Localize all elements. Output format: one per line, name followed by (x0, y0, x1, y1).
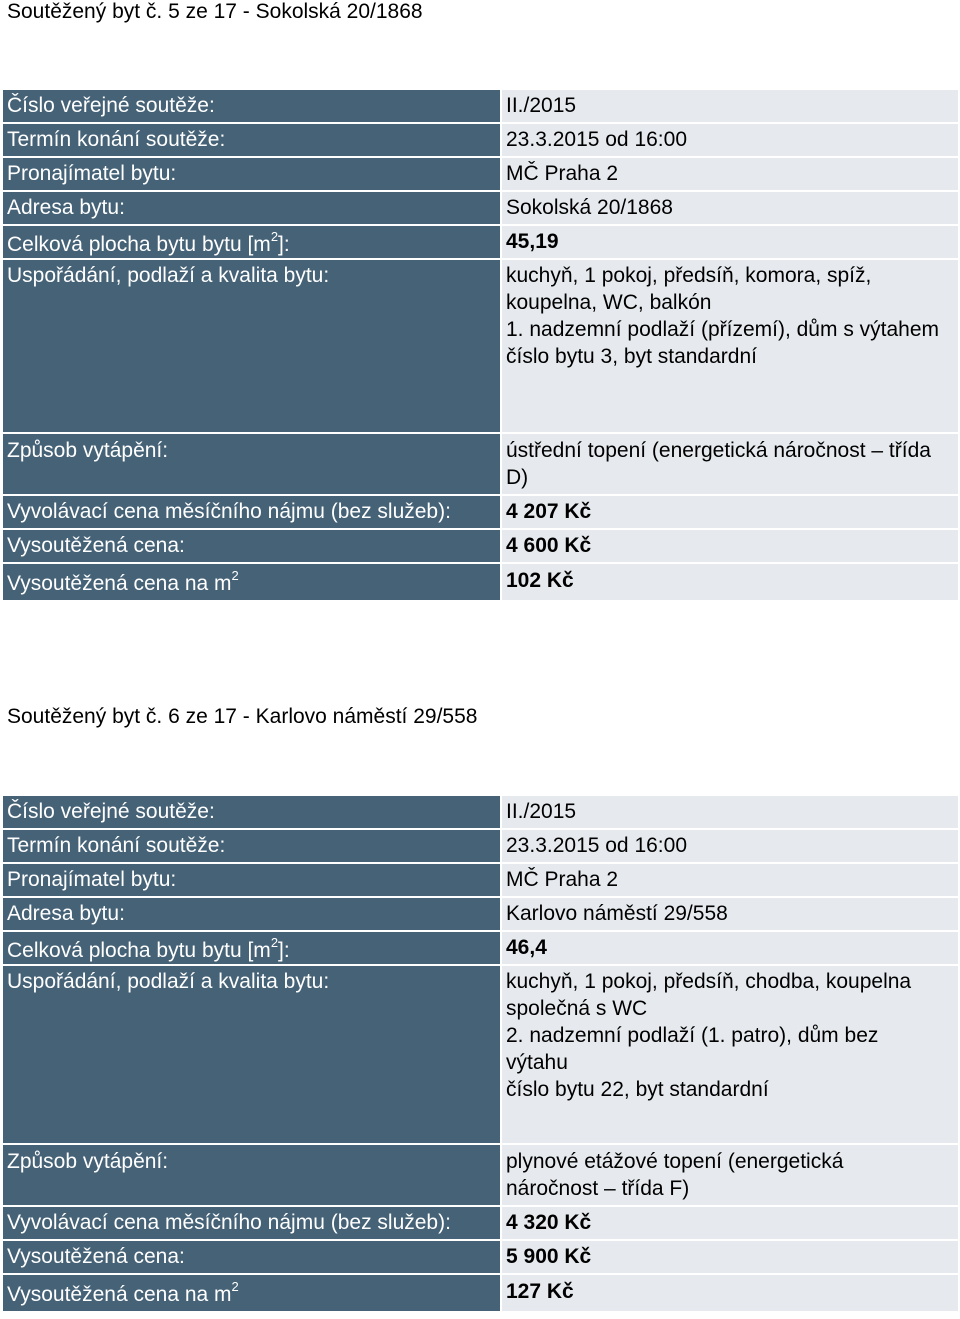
table-row (3, 260, 958, 432)
table-row (3, 966, 958, 1143)
field-value: ústřední topení (energetická náročnost – třída D) (502, 434, 958, 494)
field-label: Termín konání soutěže: (3, 830, 500, 862)
field-label: Vyvolávací cena měsíčního nájmu (bez služeb): (3, 496, 500, 528)
flat-title: Soutěžený byt č. 5 ze 17 - Sokolská 20/1868 (7, 0, 423, 23)
flat-details-table (3, 796, 958, 1313)
field-label: Uspořádání, podlaží a kvalita bytu: (3, 260, 500, 432)
field-label: Číslo veřejné soutěže: (3, 796, 500, 828)
field-value: kuchyň, 1 pokoj, předsíň, komora, spíž, koupelna, WC, balkón 1. nadzemní podlaží (přízemí), dům s výtahem číslo bytu 3, byt standardní (502, 260, 958, 432)
table-row (3, 530, 958, 562)
field-label: Termín konání soutěže: (3, 124, 500, 156)
table-row (3, 864, 958, 896)
field-value: Karlovo náměstí 29/558 (502, 898, 958, 930)
field-label: Vysoutěžená cena: (3, 530, 500, 562)
table-row (3, 1145, 958, 1205)
table-row (3, 124, 958, 156)
field-label: Celková plocha bytu bytu $[m^2]$: (3, 226, 500, 258)
table-row (3, 898, 958, 930)
flat-details-table (3, 90, 958, 602)
flat-title: Soutěžený byt č. 6 ze 17 - Karlovo náměstí 29/558 (7, 705, 478, 728)
table-row (3, 1275, 958, 1311)
field-label: Adresa bytu: (3, 898, 500, 930)
field-label: Pronajímatel bytu: (3, 864, 500, 896)
table-row (3, 192, 958, 224)
field-value: plynové etážové topení (energetická náročnost – třída F) (502, 1145, 958, 1205)
field-value: 23.3.2015 od 16:00 (502, 124, 958, 156)
field-label: Pronajímatel bytu: (3, 158, 500, 190)
table-row (3, 564, 958, 600)
table-row (3, 158, 958, 190)
field-value: kuchyň, 1 pokoj, předsíň, chodba, koupelna společná s WC 2. nadzemní podlaží (1. patro), dům bez výtahu číslo bytu 22, byt standardní (502, 966, 958, 1143)
field-value: 127 Kč (502, 1275, 958, 1311)
field-label: Celková plocha bytu bytu $[m^2]$: (3, 932, 500, 964)
field-label: Vysoutěžená cena na $m^2$ (3, 564, 500, 600)
field-label: Vysoutěžená cena na $m^2$ (3, 1275, 500, 1311)
field-value: 45,19 (502, 226, 958, 258)
field-label: Způsob vytápění: (3, 434, 500, 494)
table-row (3, 1207, 958, 1239)
table-row (3, 434, 958, 494)
field-value: II./2015 (502, 796, 958, 828)
field-value: 46,4 (502, 932, 958, 964)
field-label: Adresa bytu: (3, 192, 500, 224)
table-row (3, 1241, 958, 1273)
field-value: Sokolská 20/1868 (502, 192, 958, 224)
field-label: Vyvolávací cena měsíčního nájmu (bez služeb): (3, 1207, 500, 1239)
field-value: 4 600 Kč (502, 530, 958, 562)
field-value: 4 320 Kč (502, 1207, 958, 1239)
field-value: 23.3.2015 od 16:00 (502, 830, 958, 862)
field-value: MČ Praha 2 (502, 158, 958, 190)
field-label: Vysoutěžená cena: (3, 1241, 500, 1273)
table-row (3, 830, 958, 862)
field-value: 102 Kč (502, 564, 958, 600)
table-row (3, 796, 958, 828)
table-row (3, 932, 958, 964)
table-row (3, 496, 958, 528)
field-value: 4 207 Kč (502, 496, 958, 528)
field-label: Uspořádání, podlaží a kvalita bytu: (3, 966, 500, 1143)
table-row (3, 226, 958, 258)
field-value: II./2015 (502, 90, 958, 122)
field-value: 5 900 Kč (502, 1241, 958, 1273)
field-value: MČ Praha 2 (502, 864, 958, 896)
table-row (3, 90, 958, 122)
field-label: Číslo veřejné soutěže: (3, 90, 500, 122)
field-label: Způsob vytápění: (3, 1145, 500, 1205)
